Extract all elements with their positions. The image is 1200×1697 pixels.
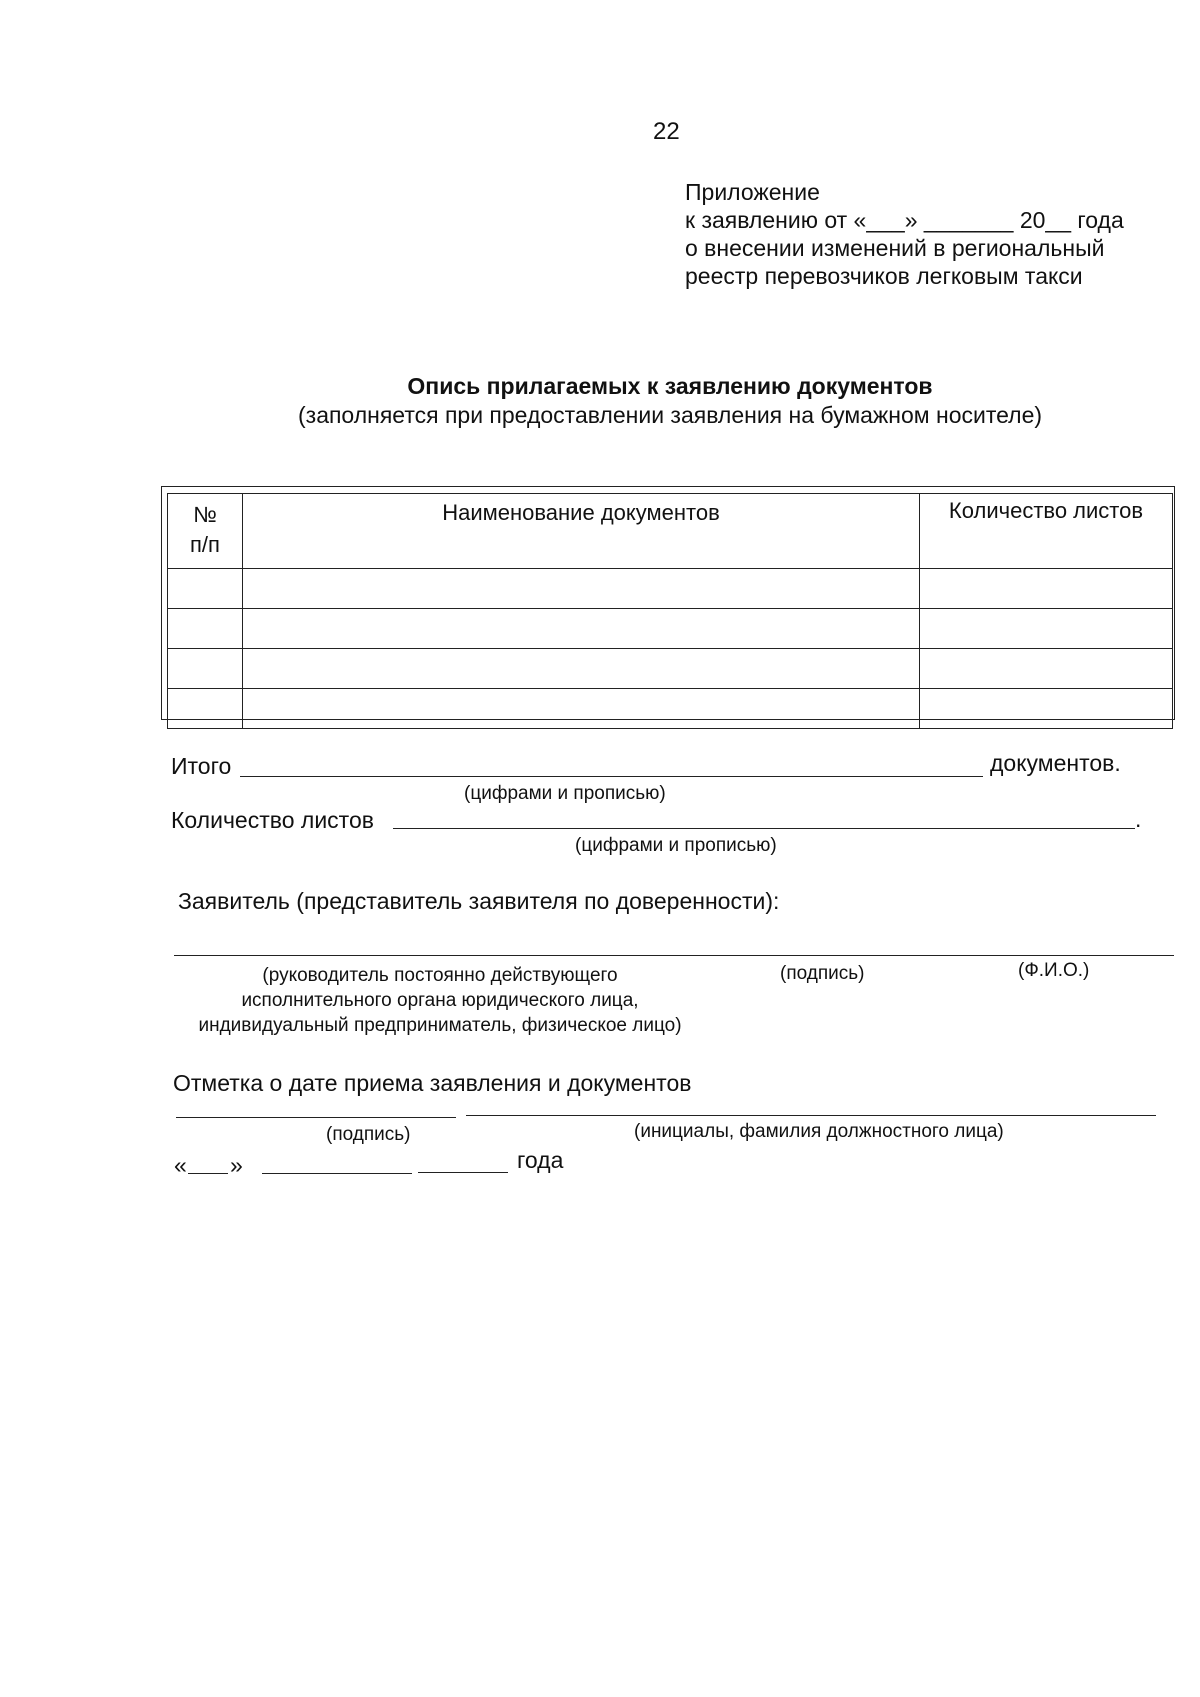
date-year-suffix: года — [517, 1147, 564, 1173]
total-input-line[interactable] — [240, 776, 983, 777]
receipt-signature-line[interactable] — [176, 1117, 456, 1118]
applicant-role-line-1: (руководитель постоянно действующего — [262, 965, 618, 986]
header-number — [168, 494, 243, 569]
receipt-official-caption: (инициалы, фамилия должностного лица) — [634, 1121, 1004, 1142]
table-row — [168, 649, 1173, 689]
header-document-name: Наименование документов — [243, 494, 920, 569]
page-number: 22 — [653, 118, 680, 145]
applicant-role-line-2: исполнительного органа юридического лица, — [241, 990, 639, 1011]
appendix-note — [685, 178, 1124, 290]
total-label: Итого — [171, 753, 232, 779]
receipt-signature-caption: (подпись) — [326, 1124, 411, 1145]
appendix-line-2: к заявлению от «___» _______ 20__ года — [685, 207, 1124, 233]
sheets-label: Количество листов — [171, 807, 374, 833]
date-open-quote: « — [174, 1152, 187, 1178]
date-day-line[interactable] — [188, 1173, 228, 1174]
appendix-line-1: Приложение — [685, 179, 820, 205]
documents-table — [167, 493, 1173, 729]
cell-sheet-count[interactable] — [920, 649, 1173, 689]
table-row — [168, 689, 1173, 729]
total-hint: (цифрами и прописью) — [464, 783, 666, 804]
date-month-line[interactable] — [262, 1173, 412, 1174]
date-close-quote: » — [230, 1152, 243, 1178]
appendix-line-4: реестр перевозчиков легковым такси — [685, 263, 1083, 289]
cell-number[interactable] — [168, 569, 243, 609]
cell-number[interactable] — [168, 649, 243, 689]
cell-document-name[interactable] — [243, 569, 920, 609]
sheets-suffix: . — [1135, 806, 1142, 832]
table-row — [168, 609, 1173, 649]
applicant-label: Заявитель (представитель заявителя по доверенности): — [178, 888, 780, 914]
applicant-signature-caption: (подпись) — [780, 963, 865, 984]
cell-number[interactable] — [168, 609, 243, 649]
table-row — [168, 569, 1173, 609]
total-suffix: документов. — [990, 750, 1121, 776]
table-header-row — [168, 494, 1173, 569]
cell-sheet-count[interactable] — [920, 689, 1173, 729]
appendix-line-3: о внесении изменений в региональный — [685, 235, 1105, 261]
applicant-fio-caption: (Ф.И.О.) — [1018, 960, 1090, 981]
date-year-line[interactable] — [418, 1172, 508, 1173]
receipt-official-line[interactable] — [466, 1115, 1156, 1116]
applicant-role-line-3: индивидуальный предприниматель, физическое лицо) — [198, 1015, 682, 1036]
cell-document-name[interactable] — [243, 689, 920, 729]
sheets-input-line[interactable] — [393, 828, 1135, 829]
cell-sheet-count[interactable] — [920, 569, 1173, 609]
cell-sheet-count[interactable] — [920, 609, 1173, 649]
sheets-hint: (цифрами и прописью) — [575, 835, 777, 856]
receipt-label: Отметка о дате приема заявления и документов — [173, 1070, 692, 1096]
document-title: Опись прилагаемых к заявлению документов — [407, 373, 933, 399]
cell-number[interactable] — [168, 689, 243, 729]
cell-document-name[interactable] — [243, 649, 920, 689]
header-number-line2: п/п — [190, 532, 220, 557]
cell-document-name[interactable] — [243, 609, 920, 649]
header-number-line1: № — [193, 502, 217, 527]
document-subtitle: (заполняется при предоставлении заявления на бумажном носителе) — [297, 402, 1043, 428]
applicant-role-caption — [180, 963, 700, 1038]
header-sheet-count: Количество листов — [920, 494, 1173, 569]
applicant-signature-line[interactable] — [174, 955, 1174, 956]
